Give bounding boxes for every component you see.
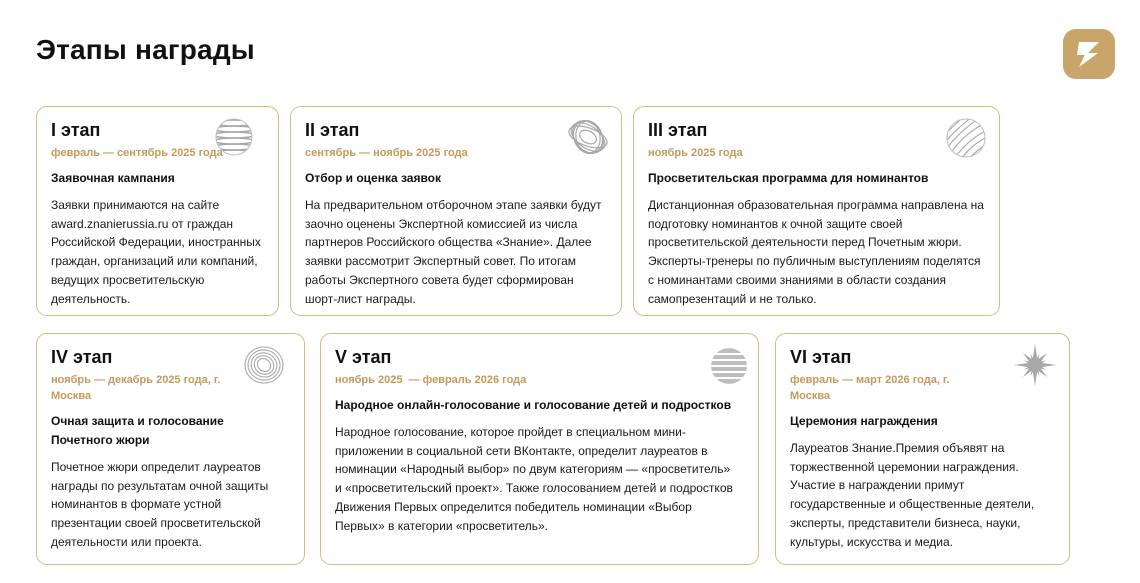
- stage-card-6: [775, 333, 1070, 565]
- starburst-icon: [1012, 342, 1058, 388]
- stage-title: II этап: [305, 120, 360, 140]
- stage-dates: ноябрь 2025 — февраль 2026 года: [335, 374, 527, 386]
- stage-subtitle: Просветительская программа для номинантов: [648, 171, 929, 185]
- ribbed-sphere-icon: [945, 117, 987, 159]
- stage-card-3: [633, 106, 1000, 316]
- stage-subtitle: Народное онлайн-голосование и голосование детей и подростков: [335, 398, 732, 412]
- stage-dates: февраль — март 2026 года, г. Москва: [790, 374, 950, 402]
- stage-description: На предварительном отборочном этапе заявки будут заочно оценены Экспертной комиссией из числа партнеров Российского общества «Знание». Далее заявки рассмотрит Экспертный совет. По итогам работы Экспертного совета будет сформирован шорт-лист награды.: [305, 198, 602, 306]
- stage-card-1: [36, 106, 279, 316]
- stage-description: Почетное жюри определит лауреатов награды по результатам очной защиты номинантов в формате устной презентации своей просветительской деятельности или проекта.: [51, 460, 269, 549]
- page-title: Этапы награды: [36, 34, 255, 65]
- twisted-ring-icon: [565, 115, 611, 159]
- stage-title: I этап: [51, 120, 101, 140]
- stage-card-5: [320, 333, 759, 565]
- banded-sphere-icon: [709, 346, 749, 386]
- stage-description: Лауреатов Знание.Премия объявят на торжественной церемонии награждения. Участие в награждении примут государственные и общественные деятели, эксперты, представители бизнеса, науки, культуры, искусства и медиа.: [790, 441, 1035, 549]
- striped-sphere-icon: [214, 117, 254, 157]
- znanie-logo-icon: [1063, 29, 1115, 79]
- stage-description: Дистанционная образовательная программа направлена на подготовку номинантов к очной защите своей просветительской деятельности перед Почетным жюри. Эксперты-тренеры по публичным выступлениям поделятся с номинантами своими знаниями в области создания самопрезентаций и не только.: [648, 198, 984, 306]
- stage-dates: февраль — сентябрь 2025 года: [51, 147, 223, 159]
- stage-dates: сентябрь — ноябрь 2025 года: [305, 147, 468, 159]
- stage-card-2: [290, 106, 622, 316]
- stage-description: Заявки принимаются на сайте award.znanierussia.ru от граждан Российской Федерации, иностранных граждан, организаций или компаний, ведущих просветительскую деятельность.: [51, 198, 261, 306]
- stage-title: V этап: [335, 347, 392, 367]
- stage-title: IV этап: [51, 347, 113, 367]
- stage-dates: ноябрь 2025 года: [648, 147, 743, 159]
- stage-subtitle: Отбор и оценка заявок: [305, 171, 442, 185]
- stage-description: Народное голосование, которое пройдет в специальном мини-приложении в социальной сети ВКонтакте, определит лауреатов в номинации «Народный выбор» по двум категориям — «просветитель» и «просветительский проект». Также голосованием детей и подростков Движения Первых определится победитель номинации «Выбор Первых» в категории «просветитель».: [335, 425, 733, 533]
- stage-card-4: [36, 333, 305, 565]
- stage-dates: ноябрь — декабрь 2025 года, г. Москва: [51, 374, 221, 402]
- stage-title: III этап: [648, 120, 708, 140]
- stage-subtitle: Церемония награждения: [790, 414, 938, 428]
- stage-subtitle: Заявочная кампания: [51, 171, 175, 185]
- torus-icon: [243, 344, 285, 386]
- stage-title: VI этап: [790, 347, 852, 367]
- stage-subtitle: Очная защита и голосование Почетного жюри: [51, 414, 224, 447]
